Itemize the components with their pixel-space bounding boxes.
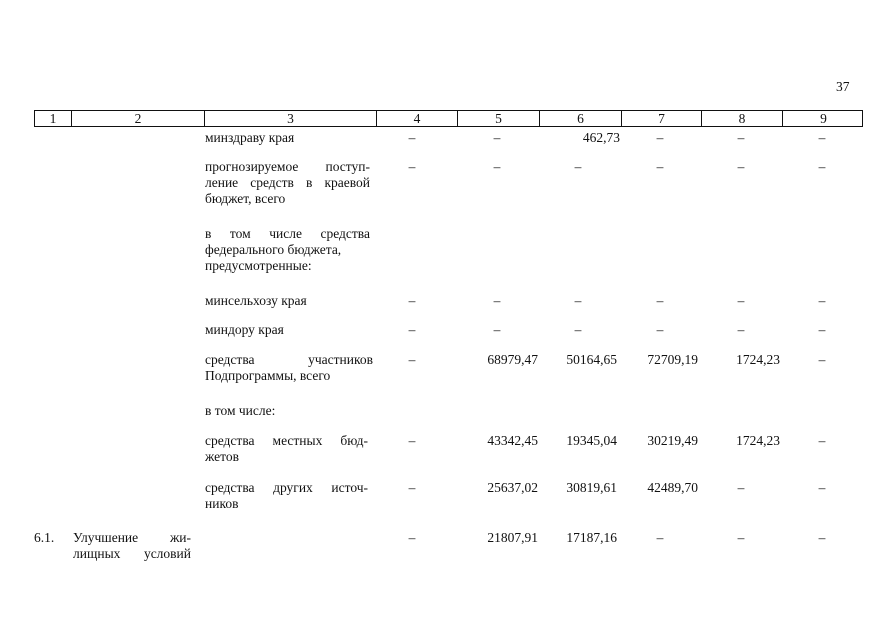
header-col-8: 8 (702, 111, 783, 126)
cell-dash: – (493, 293, 501, 308)
cell-value: 1724,23 (736, 433, 780, 448)
word: средства (205, 480, 255, 495)
cell-dash: – (737, 293, 745, 308)
cell-dash: – (574, 293, 582, 308)
header-col-3: 3 (205, 111, 377, 126)
row-label-line: Подпрограммы, всего (205, 368, 331, 383)
word: местных (272, 433, 323, 448)
cell-dash: – (493, 322, 501, 337)
cell-dash: – (818, 322, 826, 337)
cell-dash: – (408, 130, 416, 145)
cell-dash: – (656, 159, 664, 174)
cell-dash: – (408, 433, 416, 448)
cell-dash: – (818, 130, 826, 145)
word: участников (308, 352, 373, 367)
row-label-line (205, 480, 368, 496)
cell-value: 30219,49 (647, 433, 698, 448)
cell-dash: – (656, 130, 664, 145)
word: в (306, 175, 313, 190)
cell-dash: – (408, 322, 416, 337)
table-header-row (34, 110, 863, 127)
cell-value: 21807,91 (487, 530, 538, 545)
cell-value: 19345,04 (566, 433, 617, 448)
cell-dash: – (737, 130, 745, 145)
word: поступ- (325, 159, 370, 174)
row-label-line: бюджет, всего (205, 191, 286, 206)
word: том (229, 226, 251, 241)
row-label-line (73, 530, 191, 546)
header-col-1: 1 (35, 111, 72, 126)
row-label-line (205, 159, 370, 175)
word: средства (205, 352, 255, 367)
word: Улучшение (73, 530, 139, 545)
cell-value: 462,73 (582, 130, 620, 145)
cell-dash: – (737, 480, 745, 495)
word: лищных (73, 546, 121, 561)
cell-value: 43342,45 (487, 433, 538, 448)
cell-dash: – (408, 480, 416, 495)
word: средств (250, 175, 294, 190)
row-label-line (205, 352, 373, 368)
row-label-line: предусмотренные: (205, 258, 312, 273)
cell-dash: – (818, 433, 826, 448)
cell-value: 25637,02 (487, 480, 538, 495)
row-label-minzdrav: минздраву края (205, 130, 295, 145)
cell-dash: – (574, 322, 582, 337)
word: бюд- (340, 433, 368, 448)
cell-dash: – (408, 159, 416, 174)
row-label-mindor: миндору края (205, 322, 284, 337)
row-label-minselhoz: минсельхозу края (205, 293, 307, 308)
row-label-line: ников (205, 496, 239, 511)
cell-dash: – (818, 293, 826, 308)
cell-dash: – (574, 159, 582, 174)
header-col-6: 6 (540, 111, 622, 126)
row-label-line: федерального бюджета, (205, 242, 342, 257)
word: других (273, 480, 313, 495)
cell-value: 17187,16 (566, 530, 617, 545)
word: в (205, 226, 212, 241)
header-col-2: 2 (72, 111, 205, 126)
cell-dash: – (818, 480, 826, 495)
header-col-4: 4 (377, 111, 458, 126)
cell-dash: – (408, 530, 416, 545)
cell-dash: – (737, 530, 745, 545)
cell-dash: – (737, 159, 745, 174)
header-col-7: 7 (622, 111, 702, 126)
cell-value: 42489,70 (647, 480, 698, 495)
word: средства (320, 226, 370, 241)
cell-dash: – (493, 130, 501, 145)
row-label-line (205, 433, 368, 449)
page-number: 37 (836, 79, 850, 94)
cell-dash: – (656, 322, 664, 337)
row-label-v-tom-chisle: в том числе: (205, 403, 276, 418)
row-number: 6.1. (34, 530, 55, 545)
cell-value: 50164,65 (566, 352, 617, 367)
word: числе (269, 226, 302, 241)
cell-value: 1724,23 (736, 352, 780, 367)
word: средства (205, 433, 255, 448)
cell-dash: – (737, 322, 745, 337)
cell-dash: – (408, 352, 416, 367)
word: жи- (169, 530, 191, 545)
row-label-line (205, 226, 370, 242)
header-col-9: 9 (820, 111, 827, 126)
word: условий (143, 546, 191, 561)
header-col-5: 5 (458, 111, 540, 126)
cell-dash: – (818, 530, 826, 545)
row-label-line (205, 175, 370, 191)
cell-dash: – (493, 159, 501, 174)
cell-dash: – (818, 159, 826, 174)
cell-value: 68979,47 (487, 352, 538, 367)
cell-dash: – (656, 530, 664, 545)
word: краевой (324, 175, 370, 190)
cell-dash: – (408, 293, 416, 308)
cell-value: 72709,19 (647, 352, 698, 367)
cell-value: 30819,61 (566, 480, 617, 495)
word: ление (205, 175, 239, 190)
word: прогнозируемое (205, 159, 299, 174)
cell-dash: – (818, 352, 826, 367)
cell-dash: – (656, 293, 664, 308)
word: источ- (331, 480, 368, 495)
row-label-line: жетов (205, 449, 239, 464)
row-label-line (73, 546, 191, 562)
